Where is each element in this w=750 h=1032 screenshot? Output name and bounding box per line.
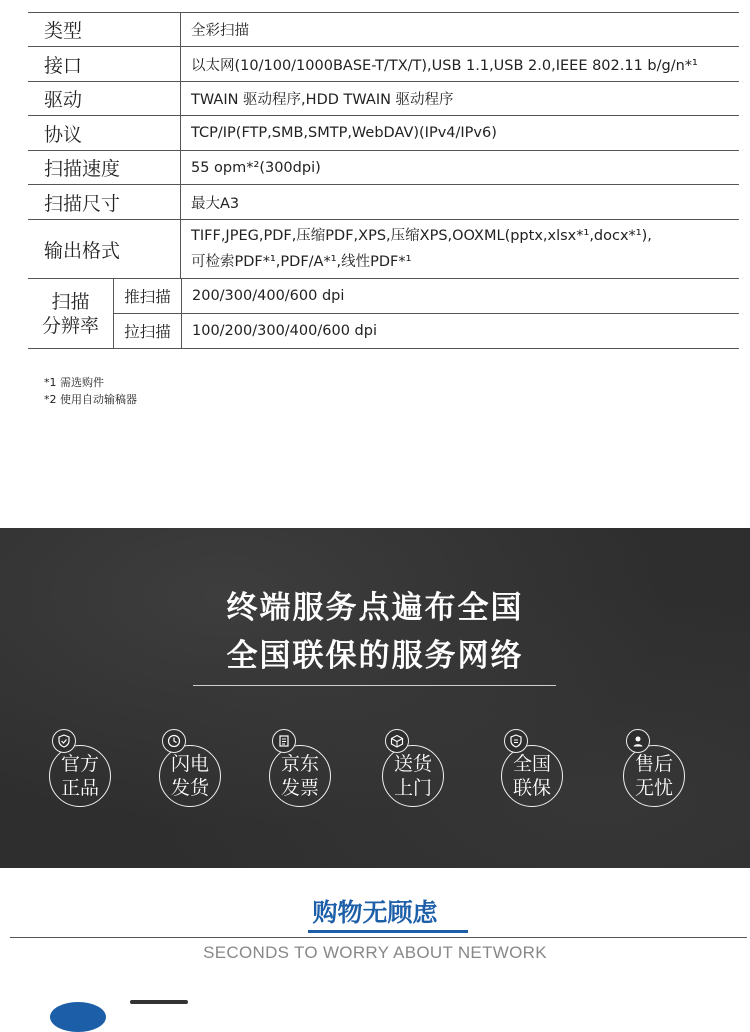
spec-label: 接口 bbox=[28, 47, 181, 81]
spec-label: 协议 bbox=[28, 116, 181, 150]
footnotes bbox=[44, 374, 137, 408]
spec-value: 以太网(10/100/1000BASE-T/TX/T),USB 1.1,USB 2.0,IEEE 802.11 b/g/n*¹ bbox=[191, 57, 698, 74]
section-divider bbox=[10, 937, 747, 938]
spec-value: 全彩扫描 bbox=[191, 23, 249, 39]
badge-line1: 京东 bbox=[280, 753, 319, 775]
output-formats-line1: TIFF,JPEG,PDF,压缩PDF,XPS,压缩XPS,OOXML(pptx,xlsx*¹,docx*¹), bbox=[191, 228, 652, 244]
clock-icon bbox=[162, 729, 186, 753]
badge-line2: 联保 bbox=[512, 777, 551, 799]
spec-row-speed bbox=[28, 151, 739, 185]
title-underline bbox=[308, 930, 468, 933]
spec-row-protocol bbox=[28, 116, 739, 151]
resolution-pull-row bbox=[114, 313, 739, 348]
spec-row-size bbox=[28, 185, 739, 220]
spec-row-resolution bbox=[28, 279, 739, 349]
spec-value: 最大A3 bbox=[191, 195, 240, 212]
badge-jd-invoice bbox=[269, 745, 331, 807]
spec-label: 类型 bbox=[28, 13, 181, 46]
shield-check-icon bbox=[52, 729, 76, 753]
push-scan-value: 200/300/400/600 dpi bbox=[192, 288, 345, 304]
spec-label: 驱动 bbox=[28, 82, 181, 115]
banner-headline-1: 终端服务点遍布全国 bbox=[226, 590, 524, 626]
spec-row-interface bbox=[28, 47, 739, 82]
badge-official-genuine bbox=[49, 745, 111, 807]
badge-line1: 全国 bbox=[512, 753, 551, 775]
badge-line1: 送货 bbox=[393, 753, 432, 775]
push-scan-label: 推扫描 bbox=[114, 279, 182, 313]
badge-line1: 售后 bbox=[634, 753, 673, 775]
resolution-label-line1: 扫描 bbox=[51, 290, 90, 313]
badge-home-delivery bbox=[382, 745, 444, 807]
worry-free-title: 购物无顾虑 bbox=[312, 898, 438, 927]
pull-scan-value: 100/200/300/400/600 dpi bbox=[192, 323, 377, 339]
service-banner bbox=[0, 528, 750, 868]
footnote-2: *2 使用自动输稿器 bbox=[44, 393, 137, 406]
badge-after-sales bbox=[623, 745, 685, 807]
badge-line2: 发货 bbox=[170, 777, 209, 799]
resolution-label bbox=[28, 279, 114, 348]
spec-value bbox=[181, 220, 739, 278]
resolution-label-line2: 分辨率 bbox=[41, 314, 99, 337]
badge-line1: 官方 bbox=[60, 753, 99, 775]
spec-table bbox=[28, 12, 739, 349]
guarantee-shield-icon bbox=[504, 729, 528, 753]
banner-divider bbox=[193, 685, 556, 686]
badge-national-warranty bbox=[501, 745, 563, 807]
spec-row-type bbox=[28, 12, 739, 47]
spec-value: TCP/IP(FTP,SMB,SMTP,WebDAV)(IPv4/IPv6) bbox=[191, 125, 497, 141]
spec-row-driver bbox=[28, 82, 739, 116]
spec-label: 扫描速度 bbox=[28, 151, 181, 184]
badge-line2: 无忧 bbox=[634, 777, 673, 799]
spec-value: TWAIN 驱动程序,HDD TWAIN 驱动程序 bbox=[191, 92, 454, 108]
badge-line2: 上门 bbox=[393, 777, 432, 799]
invoice-icon bbox=[272, 729, 296, 753]
user-support-icon bbox=[626, 729, 650, 753]
badge-fast-delivery bbox=[159, 745, 221, 807]
badge-line2: 发票 bbox=[280, 777, 319, 799]
worry-free-subtitle: SECONDS TO WORRY ABOUT NETWORK bbox=[203, 943, 547, 962]
brand-logo-partial bbox=[50, 1002, 106, 1032]
footnote-1: *1 需选购件 bbox=[44, 376, 104, 389]
badge-line1: 闪电 bbox=[170, 753, 209, 775]
output-formats-line2: 可检索PDF*¹,PDF/A*¹,线性PDF*¹ bbox=[191, 254, 412, 270]
resolution-push-row bbox=[114, 279, 739, 313]
spec-label: 扫描尺寸 bbox=[28, 185, 181, 219]
banner-headline-2: 全国联保的服务网络 bbox=[226, 638, 524, 674]
next-heading-partial bbox=[130, 1000, 188, 1004]
package-icon bbox=[385, 729, 409, 753]
pull-scan-label: 拉扫描 bbox=[114, 314, 182, 348]
badge-line2: 正品 bbox=[60, 777, 99, 799]
spec-row-output bbox=[28, 220, 739, 279]
spec-label: 输出格式 bbox=[28, 220, 181, 278]
spec-value: 55 opm*²(300dpi) bbox=[191, 159, 321, 176]
